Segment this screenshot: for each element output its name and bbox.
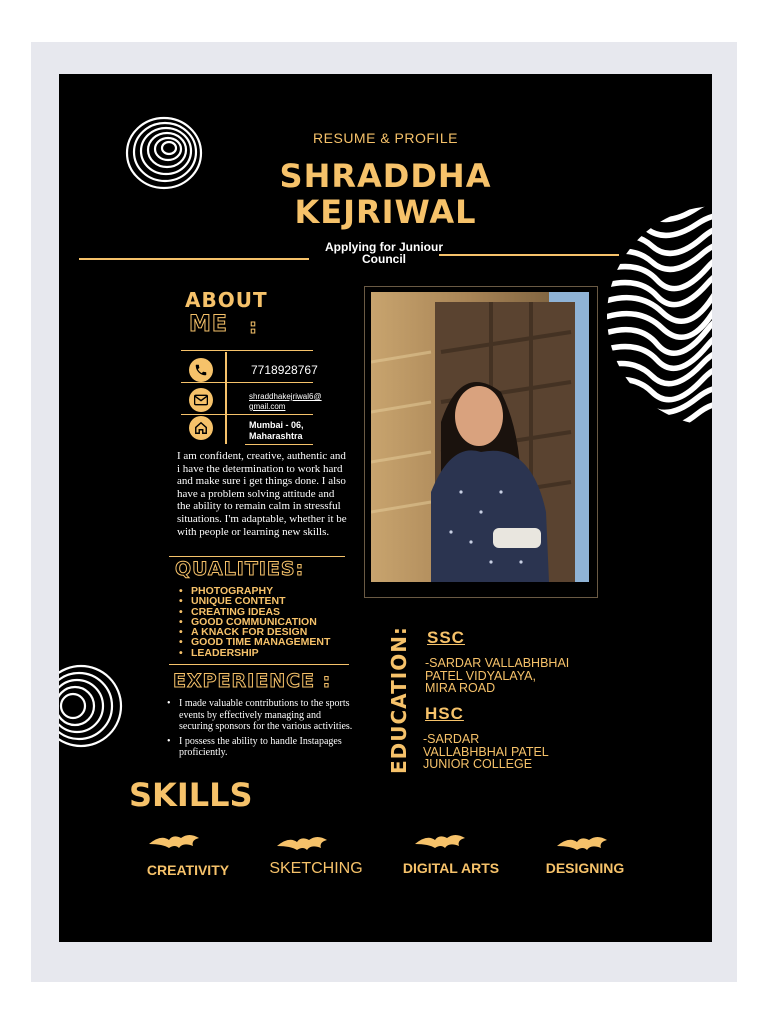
qualities-divider (169, 556, 345, 557)
hsc-details (423, 733, 549, 771)
contact-divider-bottom (245, 444, 313, 445)
ssc-details (425, 657, 569, 695)
about-description: I am confident, creative, authentic and i have the determination to work hard and make sure i get things done. I also have a problem solving attitude and the ability to remain calm in stressful situations. I'm adaptable, whether it be with people or learning new skills. (177, 450, 347, 538)
email-line-2: gmail.com (249, 402, 286, 411)
email-address[interactable] (249, 392, 322, 412)
hsc-line: -SARDAR (423, 732, 480, 746)
experience-item: • I possess the ability to handle Instapages proficiently. (165, 736, 355, 759)
ssc-title: SSC (427, 628, 465, 647)
profile-photo (371, 292, 589, 582)
ssc-line: PATEL VIDYALAYA, (425, 668, 536, 683)
first-name: SHRADDHA (279, 157, 492, 195)
experience-divider (169, 664, 349, 665)
quality-item: • CREATING IDEAS (177, 607, 367, 617)
flame-icon (413, 832, 467, 850)
ssc-line: MIRA ROAD (425, 681, 496, 695)
location (249, 420, 304, 442)
contact-divider (181, 382, 313, 383)
contact-divider (181, 414, 313, 415)
flame-icon (147, 832, 201, 850)
mail-icon (189, 388, 213, 412)
experience-list (165, 698, 355, 762)
quality-item: • PHOTOGRAPHY (177, 586, 367, 596)
experience-item: • I made valuable contributions to the sports events by effectively managing and securing sponsors for the various activities. (165, 698, 355, 733)
last-name: KEJRIWAL (294, 193, 477, 231)
contact-vertical-divider (225, 352, 227, 444)
email-line-1: shraddhakejriwal6@ (249, 392, 322, 401)
quality-item: • LEADERSHIP (177, 648, 367, 658)
resume-page (59, 74, 712, 942)
phone-number: 7718928767 (251, 363, 318, 377)
about-heading: ABOUT (185, 288, 268, 312)
about-heading-colon: : (249, 314, 258, 338)
about-heading-me: ME (189, 312, 228, 337)
flame-icon (275, 834, 329, 852)
quality-item: • GOOD COMMUNICATION (177, 617, 367, 627)
qualities-heading: QUALITIES: (175, 558, 305, 580)
applying-for (289, 241, 479, 265)
hsc-line: JUNIOR COLLEGE (423, 757, 533, 771)
skills-heading: SKILLS (129, 776, 253, 814)
ssc-line: -SARDAR VALLABHBHAI (425, 656, 570, 670)
resume-subtitle: RESUME & PROFILE (313, 130, 458, 146)
skill-sketching: SKETCHING (269, 860, 363, 877)
quality-item: • A KNACK FOR DESIGN (177, 627, 367, 637)
home-icon (189, 416, 213, 440)
hsc-title: HSC (425, 704, 464, 723)
flame-icon (555, 834, 609, 852)
applying-line-2: Council (362, 252, 406, 266)
skill-designing: DESIGNING (545, 860, 625, 876)
quality-item: • GOOD TIME MANAGEMENT (177, 637, 367, 647)
applying-line-1: Applying for Juniour (325, 240, 443, 254)
skill-digital-arts: DIGITAL ARTS (402, 860, 500, 876)
contact-divider-top (181, 350, 313, 351)
phone-icon (189, 358, 213, 382)
quality-item: • UNIQUE CONTENT (177, 596, 367, 606)
location-line-1: Mumbai - 06, (249, 420, 304, 430)
experience-heading: EXPERIENCE : (173, 670, 332, 692)
qualities-list (177, 586, 367, 658)
hsc-line: VALLABHBHAI PATEL (423, 744, 549, 759)
header-divider-left (79, 258, 309, 260)
skill-creativity: CREATIVITY (146, 862, 230, 878)
location-line-2: Maharashtra (249, 431, 303, 441)
education-heading: EDUCATION: (387, 626, 411, 774)
spiral-circle-icon (59, 664, 125, 748)
